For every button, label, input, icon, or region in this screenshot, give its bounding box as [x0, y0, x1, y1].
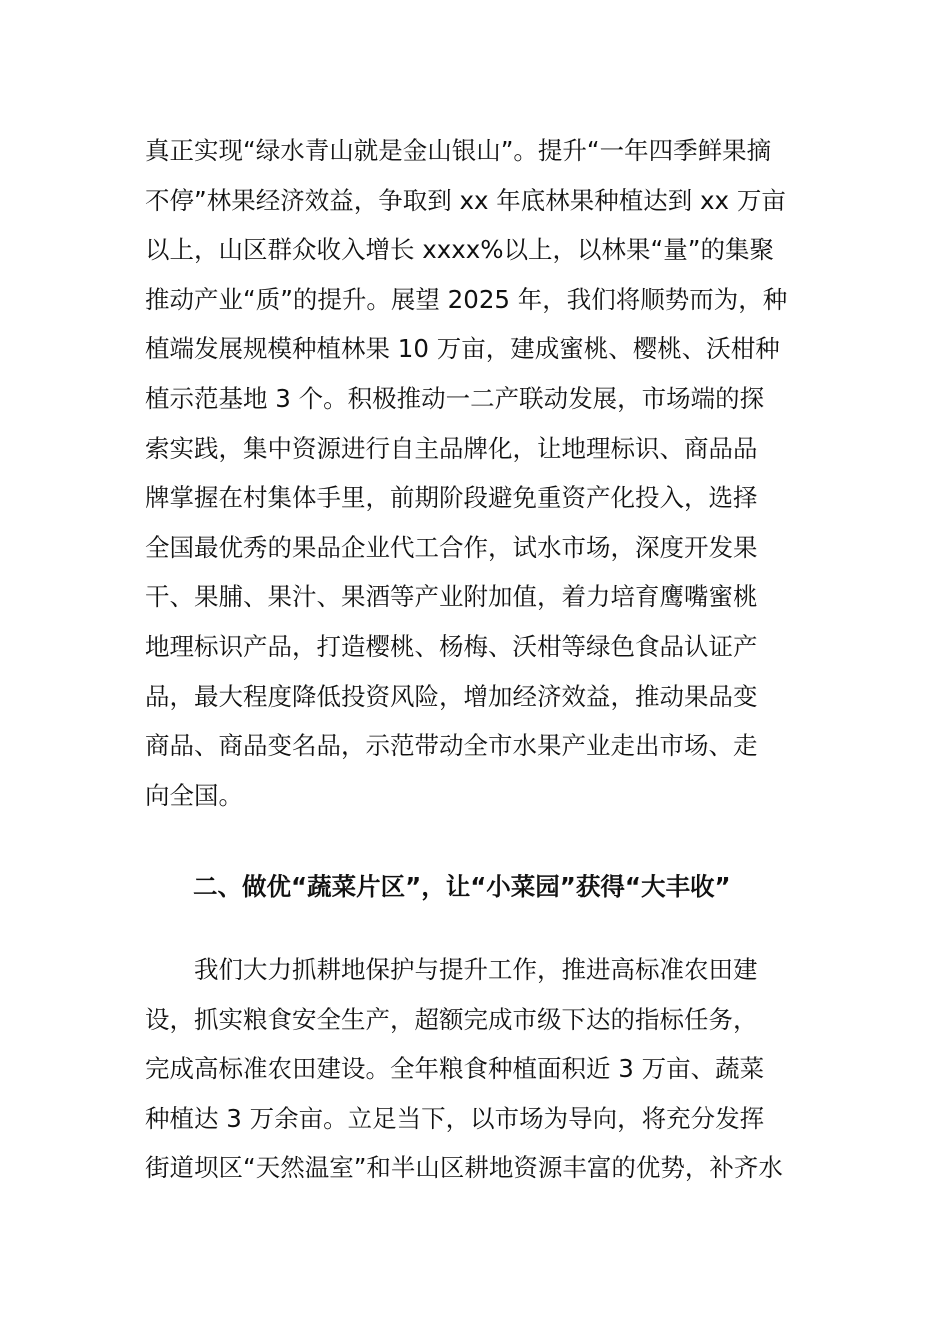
text-line: 我们大力抓耕地保护与提升工作，推进高标准农田建	[145, 955, 758, 984]
text-line: 地理标识产品，打造樱桃、杨梅、沃柑等绿色食品认证产	[145, 631, 758, 661]
paragraph-vegetable-area	[145, 945, 805, 1193]
text-line: 真正实现“绿水青山就是金山银山”。提升“一年四季鲜果摘	[145, 136, 772, 165]
text-line: 完成高标准农田建设。全年粮食种植面积近 3 万亩、蔬菜	[145, 1054, 765, 1084]
text-line: 街道坝区“天然温室”和半山区耕地资源丰富的优势，补齐水	[145, 1153, 783, 1183]
text-line: 种植达 3 万余亩。立足当下，以市场为导向，将充分发挥	[145, 1103, 765, 1133]
text-line: 以上，山区群众收入增长 xxxx%以上，以林果“量”的集聚	[145, 235, 774, 265]
text-line: 品，最大程度降低投资风险，增加经济效益，推动果品变	[145, 681, 758, 711]
paragraph-fruit-industry	[145, 126, 805, 820]
text-line: 植示范基地 3 个。积极推动一二产联动发展，市场端的探	[145, 383, 765, 413]
text-line: 向全国。	[145, 780, 243, 810]
text-line: 商品、商品变名品，示范带动全市水果产业走出市场、走	[145, 731, 758, 761]
text-line: 不停”林果经济效益，争取到 xx 年底林果种植达到 xx 万亩	[145, 185, 786, 215]
text-line: 全国最优秀的果品企业代工合作，试水市场，深度开发果	[145, 532, 758, 562]
section-heading: 二、做优“蔬菜片区”，让“小菜园”获得“大丰收”	[193, 872, 731, 901]
text-line: 推动产业“质”的提升。展望 2025 年，我们将顺势而为，种	[145, 284, 788, 314]
text-line: 牌掌握在村集体手里，前期阶段避免重资产化投入，选择	[145, 483, 758, 513]
text-line: 设，抓实粮食安全生产，超额完成市级下达的指标任务，	[145, 1004, 758, 1034]
text-line: 植端发展规模种植林果 10 万亩，建成蜜桃、樱桃、沃柑种	[145, 334, 780, 364]
text-line: 索实践，集中资源进行自主品牌化，让地理标识、商品品	[145, 433, 758, 463]
text-line: 干、果脯、果汁、果酒等产业附加值，着力培育鹰嘴蜜桃	[145, 582, 758, 612]
